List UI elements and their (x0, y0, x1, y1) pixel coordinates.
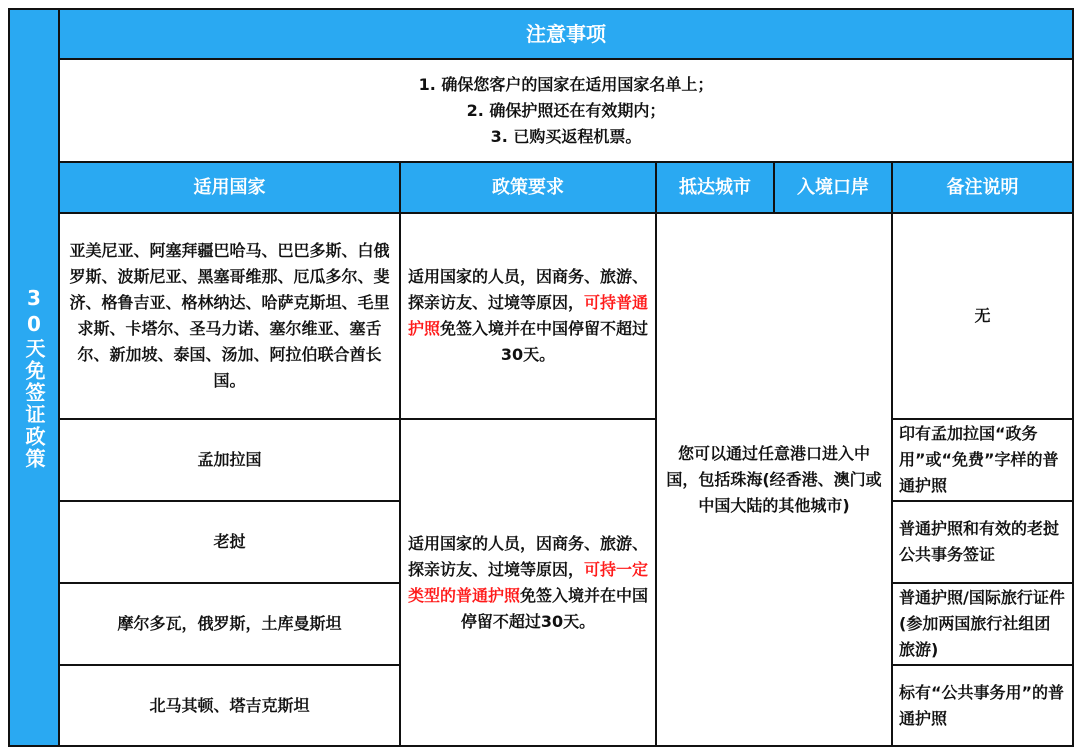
remark-cell: 标有“公共事务用”的普通护照 (891, 664, 1074, 747)
port-info-cell: 您可以通过任意港口进入中国，包括珠海(经香港、澳门或中国大陆的其他城市) (655, 212, 893, 747)
policy-text: 免签入境并在中国停留不超过30天。 (460, 585, 649, 631)
header-arrival-city: 抵达城市 (655, 161, 775, 214)
remark-cell: 印有孟加拉国“政务用”或“免费”字样的普通护照 (891, 418, 1074, 502)
notes-title: 注意事项 (58, 8, 1074, 60)
policy-text: 免签入境并在中国停留不超过30天。 (440, 319, 649, 364)
side-title: 30天免签证政策 (8, 8, 60, 747)
header-entry-port: 入境口岸 (773, 161, 893, 214)
note-item: 2. 确保护照还在有效期内； (466, 100, 666, 120)
notes-list (58, 58, 1074, 163)
policy-text: 适用国家的人员，因商务、旅游、探亲访友、过境等原因， (407, 533, 648, 579)
remark-cell: 普通护照和有效的老挝公共事务签证 (891, 500, 1074, 584)
policy-highlight: 可持一定类型的普通护照 (407, 559, 649, 605)
countries-cell: 孟加拉国 (58, 418, 401, 502)
policy-highlight: 可持普通护照 (407, 293, 649, 338)
countries-cell: 老挝 (58, 500, 401, 584)
countries-cell: 北马其顿、塔吉克斯坦 (58, 664, 401, 747)
countries-cell: 摩尔多瓦，俄罗斯，土库曼斯坦 (58, 582, 401, 666)
note-item: 1. 确保您客户的国家在适用国家名单上； (418, 74, 714, 94)
header-remarks: 备注说明 (891, 161, 1074, 214)
header-policy: 政策要求 (399, 161, 657, 214)
policy-cell-1 (399, 212, 657, 420)
policy-cell-2 (399, 418, 657, 747)
remark-cell: 无 (891, 212, 1074, 420)
header-countries: 适用国家 (58, 161, 401, 214)
remark-cell: 普通护照/国际旅行证件(参加两国旅行社组团旅游) (891, 582, 1074, 666)
note-item: 3. 已购买返程机票。 (490, 126, 642, 146)
countries-cell: 亚美尼亚、阿塞拜疆巴哈马、巴巴多斯、白俄罗斯、波斯尼亚、黑塞哥维那、厄瓜多尔、斐济、格鲁吉亚、格林纳达、哈萨克斯坦、毛里求斯、卡塔尔、圣马力诺、塞尔维亚、塞舌尔、新加坡、泰国、汤加、阿拉伯联合酋长国。 (58, 212, 401, 420)
policy-text: 适用国家的人员，因商务、旅游、探亲访友、过境等原因， (407, 267, 648, 312)
